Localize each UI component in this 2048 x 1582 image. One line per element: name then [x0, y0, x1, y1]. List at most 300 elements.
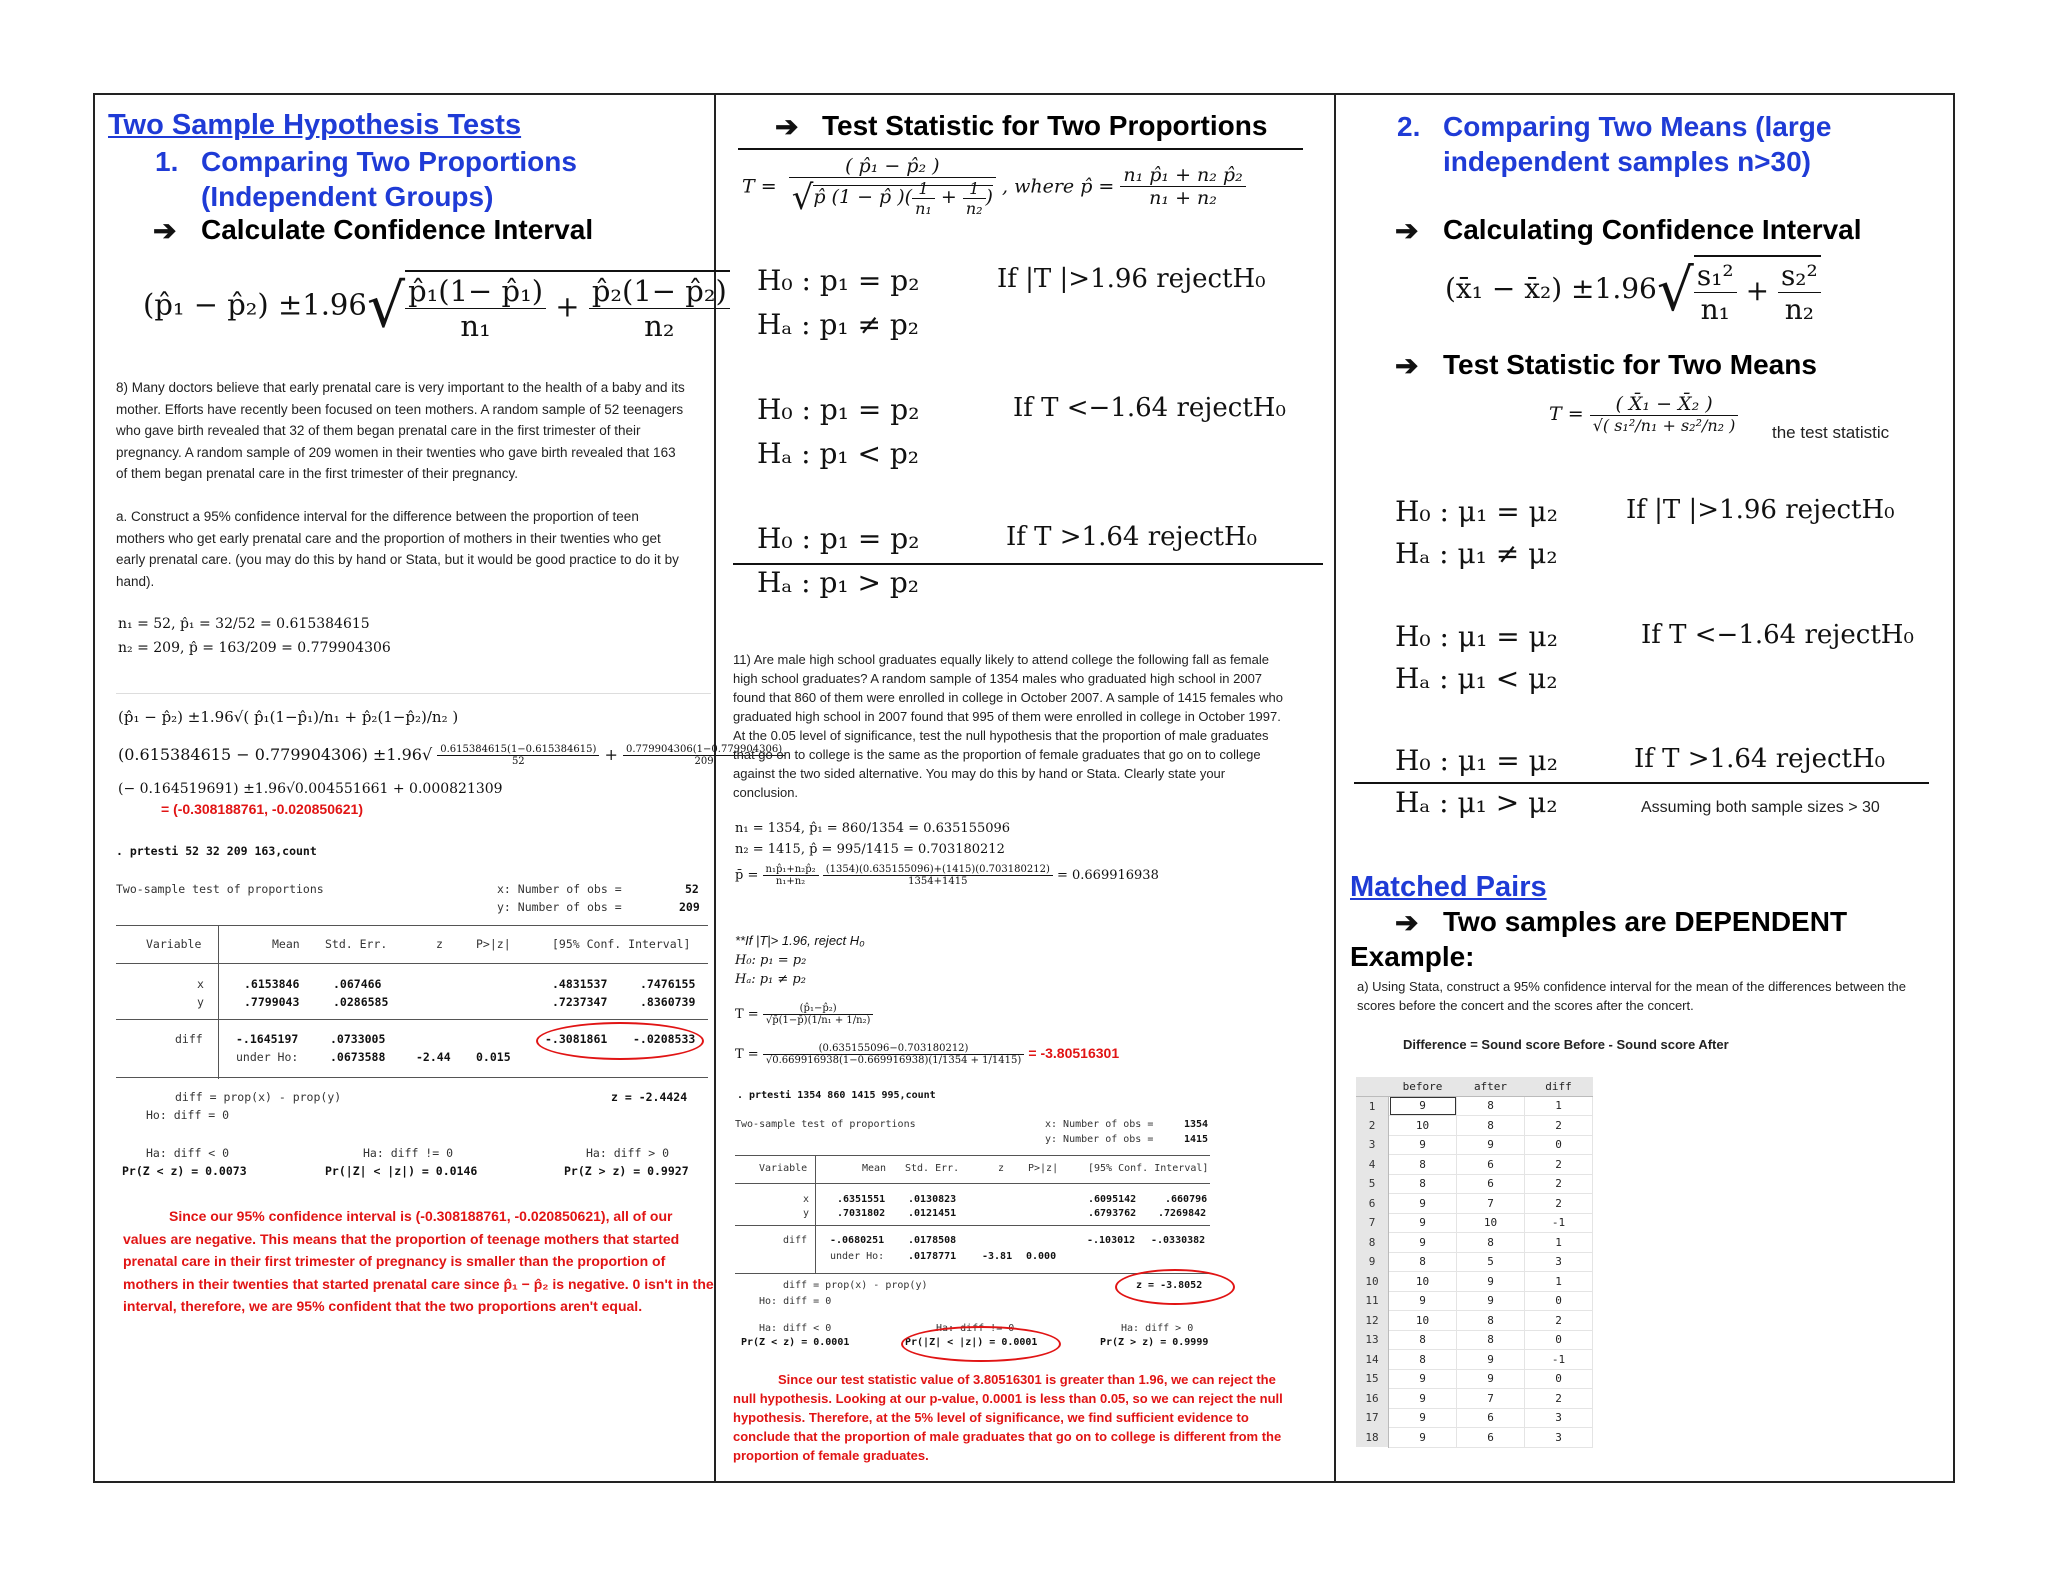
frac-n1: n₁ — [912, 198, 935, 218]
arrow-icon: ➔ — [775, 111, 799, 142]
row-ho-label: under Ho: — [830, 1251, 885, 1262]
frac-n2: n₂ — [963, 198, 986, 218]
rule-block1: If |T |>1.96 rejectH₀ — [997, 264, 1266, 294]
col-header-diff[interactable]: diff — [1525, 1077, 1593, 1096]
cell-before[interactable]: 9 — [1389, 1408, 1457, 1428]
stata-y-obs-label: y: Number of obs = — [1045, 1134, 1154, 1145]
rule-block2: If T <−1.64 rejectH₀ — [1013, 393, 1286, 423]
cell-diff[interactable]: 3 — [1525, 1428, 1593, 1448]
arrow-icon: ➔ — [1395, 215, 1419, 246]
stata-title: Two-sample test of proportions — [735, 1119, 916, 1130]
row-number: 15 — [1356, 1369, 1389, 1389]
row-x-label: x — [803, 1194, 810, 1205]
cell-diff[interactable]: 1 — [1525, 1272, 1593, 1292]
assumption-note: Assuming both sample sizes > 30 — [1641, 799, 1880, 816]
ci-result: = (-0.308188761, -0.020850621) — [161, 801, 363, 817]
th-ci: [95% Conf. Interval] — [1088, 1163, 1209, 1174]
stata-x-obs: 1354 — [1184, 1119, 1209, 1130]
row-number: 1 — [1356, 1096, 1389, 1116]
rule-block1: If |T |>1.96 rejectH₀ — [1626, 495, 1895, 525]
cell-after[interactable]: 6 — [1457, 1174, 1525, 1194]
ci-left: (p̂₁ − p̂₂) ±1.96 — [143, 287, 367, 322]
work2-left: (0.615384615 − 0.779904306) ±1.96√ — [118, 745, 433, 764]
row-diff-hi: -.0208533 — [633, 1032, 696, 1046]
problem-line: found that 860 of them were enrolled in college in October 2007. A sample of 1415 females who — [733, 690, 1283, 705]
ci-den2: n₂ — [589, 308, 730, 343]
table-row — [1356, 1291, 1593, 1311]
problem-line: against the two sided alternative. You may do this by hand or Stata. Clearly state your — [733, 766, 1226, 781]
stata-rule — [116, 1019, 708, 1020]
cell-after[interactable]: 7 — [1457, 1194, 1525, 1214]
p-lt: Pr(Z < z) = 0.0001 — [741, 1337, 850, 1348]
cell-before[interactable]: 9 — [1389, 1194, 1457, 1214]
ci-num1: p̂₁(1− p̂₁) — [408, 274, 544, 308]
problem-line: graduated high school in 2007 found that 995 of them were enrolled in college in October 1997. — [733, 709, 1281, 724]
stata-command: . prtesti 1354 860 1415 995,count — [737, 1090, 936, 1101]
row-number: 14 — [1356, 1350, 1389, 1370]
alt-lt: Ha: diff < 0 — [759, 1323, 832, 1334]
conclusion-line: interval, therefore, we are 95% confident that the two proportions aren't equal. — [123, 1298, 643, 1314]
stata-rule — [116, 1077, 708, 1078]
heading-line1: Comparing Two Proportions — [201, 146, 577, 177]
conclusion-line: mothers in their twenties that started prenatal care since p̂₁ − p̂₂ is negative. 0 isn't in the — [123, 1275, 714, 1292]
col-header-after[interactable]: after — [1457, 1077, 1525, 1096]
stata-y-obs-label: y: Number of obs = — [497, 900, 622, 914]
p-ne: Pr(|Z| < |z|) = 0.0146 — [325, 1164, 478, 1178]
conclusion-line: conclude that the proportion of male graduates that go on to college is different from the — [733, 1429, 1282, 1444]
problem-line: a. Construct a 95% confidence interval for the difference between the proportion of teen — [116, 509, 639, 524]
stata-rule — [116, 925, 708, 926]
ha-block2: Hₐ : μ₁ < μ₂ — [1395, 662, 1558, 695]
cell-after[interactable]: 5 — [1457, 1252, 1525, 1272]
cell-diff[interactable]: 1 — [1525, 1233, 1593, 1253]
cell-diff[interactable]: 3 — [1525, 1252, 1593, 1272]
hypothesis-rule — [733, 563, 1323, 565]
row-number: 16 — [1356, 1389, 1389, 1409]
t-result: = -3.80516301 — [1028, 1045, 1120, 1061]
t-where: , where p̂ = — [1002, 175, 1115, 198]
heading-line2: (Independent Groups) — [201, 181, 494, 212]
table-row — [1356, 1252, 1593, 1272]
section-separator — [116, 693, 711, 694]
conclusion-line: hypothesis. Therefore, at the 5% level of significance, we find sufficient evidence to — [733, 1410, 1249, 1425]
alt-ne: Ha: diff != 0 — [936, 1323, 1015, 1334]
table-row — [1356, 1174, 1593, 1194]
frac-one: 1 — [918, 178, 929, 198]
rule-block3: If T >1.64 rejectH₀ — [1634, 744, 1886, 774]
cell-after[interactable]: 9 — [1457, 1135, 1525, 1155]
stata-x-obs-label: x: Number of obs = — [497, 882, 622, 896]
conclusion-line: Since our test statistic value of 3.80516301 is greater than 1.96, we can reject the — [778, 1372, 1276, 1387]
row-y-mean: .7799043 — [244, 995, 300, 1009]
cell-after[interactable]: 8 — [1457, 1311, 1525, 1331]
row-diff-label: diff — [175, 1032, 203, 1046]
conclusion-line: Since our 95% confidence interval is (-0.308188761, -0.020850621), all of our — [169, 1208, 673, 1224]
diff-definition: diff = prop(x) - prop(y) — [783, 1280, 928, 1291]
ci-plus: + — [555, 289, 580, 324]
highlight-circle — [536, 1022, 704, 1060]
row-ho-z: -2.44 — [416, 1050, 451, 1064]
heading-line1: Comparing Two Means (large — [1443, 111, 1832, 142]
row-x-mean: .6153846 — [244, 977, 300, 991]
row-ho-se: .0178771 — [908, 1251, 957, 1262]
cell-before[interactable]: 9 — [1389, 1389, 1457, 1409]
row-diff-hi: -.0330382 — [1151, 1235, 1206, 1246]
row-diff-lo: -.103012 — [1087, 1235, 1136, 1246]
row-x-label: x — [197, 977, 204, 991]
conclusion-line: null hypothesis. Looking at our p-value, 0.0001 is less than 0.05, so we can reject the null — [733, 1391, 1283, 1406]
stata-y-obs: 1415 — [1184, 1134, 1209, 1145]
cell-after[interactable]: 9 — [1457, 1272, 1525, 1292]
cell-diff[interactable]: 1 — [1525, 1096, 1593, 1116]
stata-rule — [116, 963, 708, 964]
h0-block3: H₀ : μ₁ = μ₂ — [1395, 744, 1558, 777]
cell-diff[interactable]: 0 — [1525, 1330, 1593, 1350]
rule-block2: If T <−1.64 rejectH₀ — [1641, 620, 1914, 650]
cell-before[interactable]: 10 — [1389, 1116, 1457, 1136]
subheading-ci: Calculating Confidence Interval — [1443, 214, 1862, 245]
stata-vrule — [218, 925, 219, 1079]
h0-block1: H₀ : μ₁ = μ₂ — [1395, 495, 1558, 528]
alt-gt: Ha: diff > 0 — [586, 1146, 670, 1160]
cell-after[interactable]: 8 — [1457, 1096, 1525, 1116]
t-means-label: the test statistic — [1772, 423, 1890, 442]
cell-diff[interactable]: -1 — [1525, 1213, 1593, 1233]
problem-8-text — [116, 377, 685, 485]
problem-line: At the 0.05 level of significance, test the null hypothesis that the proportion of male graduates — [733, 728, 1269, 743]
pooled-result: = 0.669916938 — [1056, 868, 1159, 883]
test-stat-formula: T = ( p̂₁ − p̂₂ ) √p̂ (1 − p̂ )( $\frac{1}{\text{n₁}}$ + $\frac{1}{\text{n₂}}$ ) , where p̂ = $\frac{\text{n₁ p̂₁ + n₂ p̂₂}}{\text{n₁ + n₂}}$ — [742, 155, 1246, 218]
table-row — [1356, 1389, 1593, 1409]
row-diff-se: .0733005 — [330, 1032, 386, 1046]
th-variable: Variable — [146, 937, 202, 951]
cell-diff[interactable]: 2 — [1525, 1174, 1593, 1194]
t-den: √p̄(1−p̄)(1/n₁ + 1/n₂) — [763, 1014, 874, 1026]
t-eq: T = — [1549, 403, 1584, 425]
section-title: Test Statistic for Two Proportions — [822, 110, 1268, 141]
t-num: (p̂₁−p̂₂) — [799, 1003, 837, 1014]
stata-y-obs: 209 — [679, 900, 700, 914]
reject-rule-note: **If |T|> 1.96, reject H₀ — [735, 933, 865, 948]
row-diff-label: diff — [783, 1235, 808, 1246]
conclusion-line: values are negative. This means that the proportion of teenage mothers that started — [123, 1230, 680, 1247]
table-row — [1356, 1408, 1593, 1428]
arrow-icon: ➔ — [1395, 350, 1419, 381]
ci-left: (x̄₁ − x̄₂) ±1.96 — [1445, 272, 1657, 305]
row-number: 17 — [1356, 1408, 1389, 1428]
table-row — [1356, 1096, 1593, 1116]
row-x-lo: .4831537 — [552, 977, 608, 991]
row-y-label: y — [197, 995, 204, 1009]
cell-before[interactable]: 8 — [1389, 1252, 1457, 1272]
stata-vrule — [815, 1155, 816, 1273]
dependent-note: Two samples are DEPENDENT — [1443, 906, 1848, 937]
table-body — [1356, 1096, 1593, 1447]
cell-before[interactable]: 9 — [1389, 1428, 1457, 1448]
p-lt: Pr(Z < z) = 0.0073 — [122, 1164, 247, 1178]
cell-after[interactable]: 9 — [1457, 1369, 1525, 1389]
ci-num2: p̂₂(1− p̂₂) — [591, 274, 727, 308]
cell-before[interactable]: 9 — [1389, 1135, 1457, 1155]
null-hypothesis: Ho: diff = 0 — [759, 1296, 832, 1307]
table-row — [1356, 1272, 1593, 1292]
cell-diff[interactable]: 2 — [1525, 1116, 1593, 1136]
h0-block3: H₀ : p₁ = p₂ — [757, 522, 920, 555]
ci-num2: s₂² — [1780, 259, 1818, 292]
cell-diff[interactable]: 0 — [1525, 1291, 1593, 1311]
t-num: ( p̂₁ − p̂₂ ) — [845, 155, 940, 177]
ci-den1: n₁ — [405, 308, 546, 343]
cell-after[interactable]: 8 — [1457, 1233, 1525, 1253]
h0-block2: H₀ : p₁ = p₂ — [757, 393, 920, 426]
h0-block2: H₀ : μ₁ = μ₂ — [1395, 620, 1558, 653]
cell-before[interactable]: 9 — [1389, 1213, 1457, 1233]
row-x-lo: .6095142 — [1088, 1194, 1137, 1205]
cell-diff[interactable]: 2 — [1525, 1311, 1593, 1331]
stata-title: Two-sample test of proportions — [116, 882, 324, 896]
subheading: Calculate Confidence Interval — [201, 214, 594, 245]
table-row — [1356, 1350, 1593, 1370]
matched-pairs-title: Matched Pairs — [1350, 871, 1547, 903]
cell-before[interactable]: 8 — [1389, 1174, 1457, 1194]
example-label: Example: — [1350, 941, 1475, 972]
subheading-test: Test Statistic for Two Means — [1443, 349, 1817, 380]
title-rule — [738, 148, 1303, 150]
cell-after[interactable]: 6 — [1457, 1408, 1525, 1428]
problem-line: that go on to college is the same as the proportion of female graduates that go on to college — [733, 747, 1261, 762]
t-means-formula — [1549, 393, 1738, 435]
row-y-hi: .7269842 — [1158, 1208, 1207, 1219]
z-value: z = -2.4424 — [611, 1090, 688, 1104]
problem-line: 11) Are male high school graduates equally likely to attend college the following fall as female — [733, 652, 1269, 667]
row-ho-p: 0.000 — [1026, 1251, 1057, 1262]
difference-definition: Difference = Sound score Before - Sound score After — [1403, 1037, 1729, 1052]
pooled-p — [735, 864, 1159, 887]
problem-11-text — [733, 650, 1283, 802]
t-general — [735, 1003, 873, 1026]
highlight-circle — [1115, 1269, 1235, 1305]
column-divider-2 — [1334, 93, 1336, 1483]
th-variable: Variable — [759, 1163, 808, 1174]
ha-block2: Hₐ : p₁ < p₂ — [757, 437, 920, 470]
table-corner — [1356, 1077, 1389, 1096]
problem-line: mothers who get early prenatal care and the proportion of mothers in their twenties who get — [116, 530, 661, 546]
work2-den2: 209 — [623, 755, 785, 767]
work2-num2: 0.779904306(1−0.779904306) — [625, 744, 783, 755]
row-diff-mean: -.1645197 — [236, 1032, 299, 1046]
cell-diff[interactable]: 0 — [1525, 1135, 1593, 1155]
cell-before[interactable]: 8 — [1389, 1330, 1457, 1350]
th-p: P>|z| — [1028, 1163, 1059, 1174]
data-table — [1356, 1077, 1593, 1448]
t-den-a: p̂ (1 − p̂ )( — [813, 186, 913, 208]
arrow-icon: ➔ — [1395, 907, 1419, 938]
row-number: 6 — [1356, 1194, 1389, 1214]
row-y-se: .0286585 — [333, 995, 389, 1009]
pooled-num-val: (1354)(0.635155096)+(1415)(0.703180212) — [825, 864, 1050, 875]
row-diff-lo: -.3081861 — [545, 1032, 608, 1046]
row-y-hi: .8360739 — [640, 995, 696, 1009]
t-num: (0.635155096−0.703180212) — [818, 1043, 969, 1054]
work2-den1: 52 — [437, 755, 599, 767]
problem-line: 8) Many doctors believe that early prenatal care is very important to the health of a baby and its — [116, 380, 685, 395]
t-computed — [735, 1043, 1119, 1066]
p-gt: Pr(Z > z) = 0.9999 — [1100, 1337, 1209, 1348]
cell-before[interactable]: 8 — [1389, 1350, 1457, 1370]
alt-ne: Ha: diff != 0 — [363, 1146, 454, 1160]
conclusion-line: proportion of female graduates. — [733, 1448, 929, 1463]
cell-diff[interactable]: 0 — [1525, 1369, 1593, 1389]
row-number: 10 — [1356, 1272, 1389, 1292]
th-p: P>|z| — [476, 937, 511, 951]
table-row — [1356, 1330, 1593, 1350]
cell-diff[interactable]: 2 — [1525, 1389, 1593, 1409]
h0-statement: H₀: p₁ = p₂ — [735, 953, 807, 968]
row-number: 18 — [1356, 1428, 1389, 1448]
row-number: 13 — [1356, 1330, 1389, 1350]
cell-diff[interactable]: 2 — [1525, 1194, 1593, 1214]
t-num: ( X̄₁ − X̄₂ ) — [1615, 393, 1713, 415]
row-number: 11 — [1356, 1291, 1389, 1311]
stata-x-obs-label: x: Number of obs = — [1045, 1119, 1154, 1130]
cell-before[interactable]: 9 — [1389, 1291, 1457, 1311]
cell-after[interactable]: 9 — [1457, 1350, 1525, 1370]
row-x-hi: .660796 — [1165, 1194, 1208, 1205]
cell-diff[interactable]: 2 — [1525, 1155, 1593, 1175]
stata-x-obs: 52 — [685, 882, 699, 896]
row-ho-p: 0.015 — [476, 1050, 511, 1064]
part-a-text — [116, 506, 679, 592]
row-y-lo: .7237347 — [552, 995, 608, 1009]
ci-formula: (p̂₁ − p̂₂) ±1.96√ $\frac{\text{p̂₁(1− p̂₁)}}{\text{n₁}}$ + $\frac{\text{p̂₂(1− p̂₂)}}{\text{n₂}}$ — [143, 270, 730, 343]
table-row — [1356, 1233, 1593, 1253]
cell-before[interactable]: 9 — [1389, 1369, 1457, 1389]
ci-den2: n₂ — [1778, 292, 1821, 326]
cell-after[interactable]: 8 — [1457, 1116, 1525, 1136]
row-y-se: .0121451 — [908, 1208, 957, 1219]
ci-num1: s₁² — [1696, 259, 1734, 292]
heading-number: 2. — [1397, 111, 1421, 142]
cell-diff[interactable]: -1 — [1525, 1350, 1593, 1370]
heading-number: 1. — [155, 146, 179, 177]
problem-line: pregnancy. A random sample of 209 women in their twenties who gave birth revealed that 163 — [116, 444, 676, 460]
example-text — [1357, 977, 1906, 1015]
table-row — [1356, 1135, 1593, 1155]
table-row — [1356, 1213, 1593, 1233]
cell-before[interactable]: 9 — [1389, 1096, 1457, 1116]
pooled-num: n₁p̂₁+n₂p̂₂ — [765, 864, 816, 875]
row-number: 4 — [1356, 1155, 1389, 1175]
conclusion-text — [733, 1370, 1283, 1465]
row-number: 12 — [1356, 1311, 1389, 1331]
row-x-se: .0130823 — [908, 1194, 957, 1205]
given-n2: n₂ = 209, p̂ = 163/209 = 0.779904306 — [118, 640, 391, 656]
problem-line: conclusion. — [733, 785, 799, 800]
conclusion-line: prenatal care in their first trimester of pregnancy is smaller than the proportion of — [123, 1253, 666, 1269]
stata-command: . prtesti 52 32 209 163,count — [116, 844, 317, 858]
heading-line2: independent samples n>30) — [1443, 146, 1811, 177]
problem-line: hand). — [116, 573, 155, 589]
diff-definition: diff = prop(x) - prop(y) — [175, 1090, 342, 1104]
row-y-label: y — [803, 1208, 810, 1219]
row-ho-z: -3.81 — [982, 1251, 1013, 1262]
t-den: √( s₁²/n₁ + s₂²/n₂ ) — [1590, 415, 1739, 435]
given-n1: n₁ = 52, p̂₁ = 32/52 = 0.615384615 — [118, 616, 370, 632]
frac-one: 1 — [969, 178, 980, 198]
row-y-lo: .6793762 — [1088, 1208, 1137, 1219]
t-label: T = — [735, 1007, 759, 1022]
arrow-icon: ➔ — [153, 215, 177, 246]
problem-line: mother. Efforts have recently been focused on teen mothers. A random sample of 52 teenagers — [116, 401, 684, 417]
stata-rule — [735, 1225, 1210, 1226]
cell-after[interactable]: 6 — [1457, 1155, 1525, 1175]
work-step-1: (p̂₁ − p̂₂) ±1.96√( p̂₁(1−p̂₁)/n₁ + p̂₂(1−p̂₂)/n₂ ) — [118, 708, 459, 726]
t-den: √0.669916938(1−0.669916938)(1/1354 + 1/1415) — [763, 1054, 1024, 1066]
row-x-hi: .7476155 — [640, 977, 696, 991]
th-ci: [95% Conf. Interval] — [552, 937, 691, 951]
cell-after[interactable]: 9 — [1457, 1291, 1525, 1311]
cell-before[interactable]: 8 — [1389, 1155, 1457, 1175]
table-row — [1356, 1155, 1593, 1175]
stata-rule — [735, 1155, 1210, 1156]
p-num: n₁ p̂₁ + n₂ p̂₂ — [1123, 164, 1243, 186]
cell-before[interactable]: 10 — [1389, 1272, 1457, 1292]
given-n2: n₂ = 1415, p̂ = 995/1415 = 0.703180212 — [735, 842, 1005, 857]
table-row — [1356, 1194, 1593, 1214]
row-number: 3 — [1356, 1135, 1389, 1155]
work-step-3: (− 0.164519691) ±1.96√0.004551661 + 0.000821309 — [118, 781, 503, 797]
example-line: scores before the concert and the scores after the concert. — [1357, 998, 1694, 1013]
th-mean: Mean — [862, 1163, 887, 1174]
section-title: Two Sample Hypothesis Tests — [108, 109, 522, 141]
example-line: a) Using Stata, construct a 95% confidence interval for the mean of the differences between the — [1357, 979, 1906, 994]
row-number: 8 — [1356, 1233, 1389, 1253]
cell-after[interactable]: 8 — [1457, 1330, 1525, 1350]
row-ho-label: under Ho: — [236, 1050, 299, 1064]
cell-after[interactable]: 10 — [1457, 1213, 1525, 1233]
p-ne: Pr(|Z| < |z|) = 0.0001 — [905, 1337, 1038, 1348]
row-number: 9 — [1356, 1252, 1389, 1272]
ha-block1: Hₐ : μ₁ ≠ μ₂ — [1395, 537, 1558, 570]
h0-block1: H₀ : p₁ = p₂ — [757, 264, 920, 297]
row-ho-se: .0673588 — [330, 1050, 386, 1064]
cell-diff[interactable]: 3 — [1525, 1408, 1593, 1428]
cell-after[interactable]: 6 — [1457, 1428, 1525, 1448]
ci-den1: n₁ — [1694, 292, 1737, 326]
alt-gt: Ha: diff > 0 — [1121, 1323, 1194, 1334]
null-hypothesis: Ho: diff = 0 — [146, 1108, 230, 1122]
cell-before[interactable]: 9 — [1389, 1233, 1457, 1253]
work-step-2: (0.615384615 − 0.779904306) ±1.96√ $\frac{0.615384615(1-0.615384615)}{52}$ + $\frac{0.779904306(1-0.779904306)}{209}$ — [118, 744, 785, 767]
work2-num1: 0.615384615(1−0.615384615) — [440, 744, 597, 755]
pooled-den: n₁+n₂ — [763, 875, 819, 887]
ha-block1: Hₐ : p₁ ≠ p₂ — [757, 308, 920, 341]
th-stderr: Std. Err. — [325, 937, 388, 951]
t-eq: T = — [742, 175, 777, 198]
row-diff-se: .0178508 — [908, 1235, 957, 1246]
given-n1: n₁ = 1354, p̂₁ = 860/1354 = 0.635155096 — [735, 821, 1011, 836]
hypothesis-rule — [1354, 782, 1929, 784]
p-gt: Pr(Z > z) = 0.9927 — [564, 1164, 689, 1178]
cell-after[interactable]: 7 — [1457, 1389, 1525, 1409]
th-stderr: Std. Err. — [905, 1163, 960, 1174]
alt-lt: Ha: diff < 0 — [146, 1146, 230, 1160]
stata-rule — [735, 1183, 1210, 1184]
col-header-before[interactable]: before — [1389, 1077, 1457, 1096]
cell-before[interactable]: 10 — [1389, 1311, 1457, 1331]
pooled-label: p̄ = — [735, 868, 759, 883]
row-number: 5 — [1356, 1174, 1389, 1194]
